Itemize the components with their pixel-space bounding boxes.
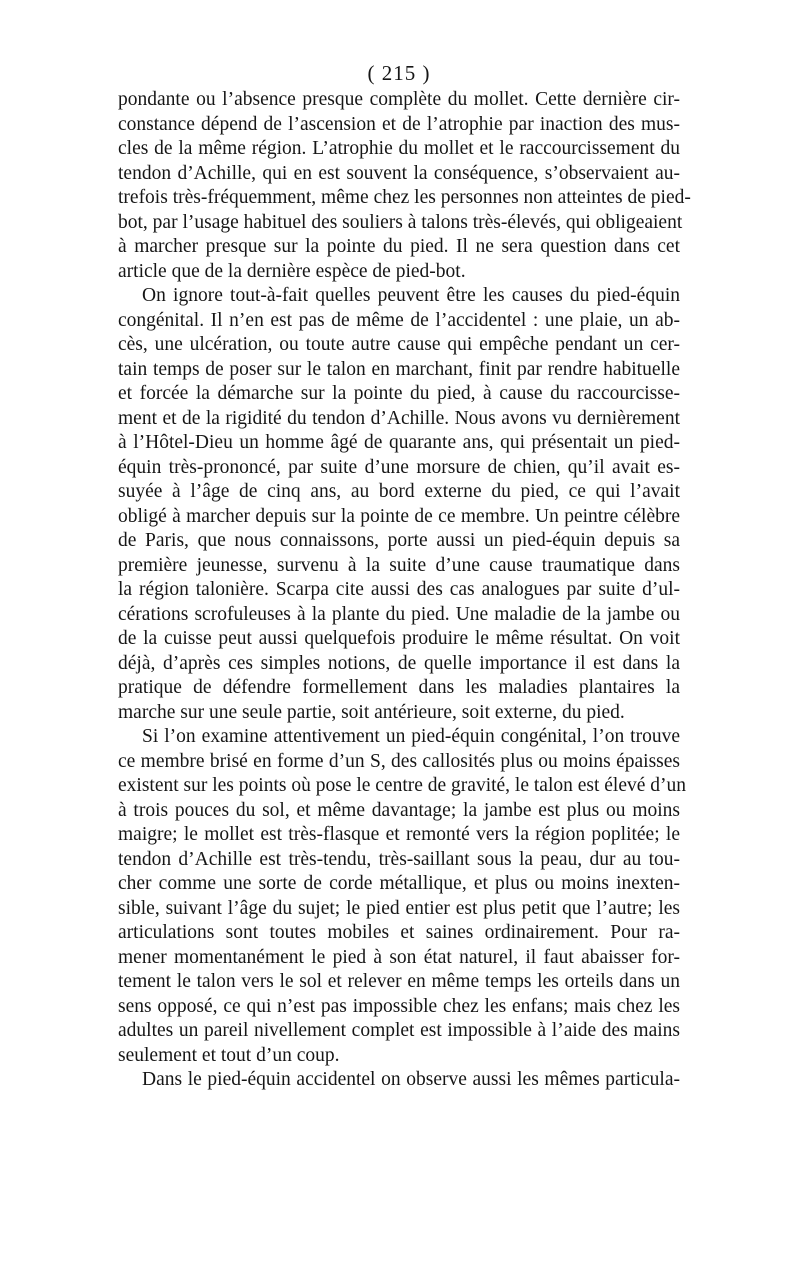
book-page [118,58,691,1093]
text-line: On ignore tout-à-fait quelles peuvent être les causes du pied-équin [142,285,680,306]
text-line: équin très-prononcé, par suite d’une morsure de chien, qu’il avait es- [118,456,680,478]
text-line: mener momentanément le pied à son état naturel, il faut abaisser for- [118,946,680,968]
text-line: à marcher presque sur la pointe du pied. Il ne sera question dans cet [118,236,680,257]
text-line: tain temps de poser sur le talon en marchant, finit par rendre habituelle [118,358,680,380]
text-line: article que de la dernière espèce de pied-bot. [118,260,466,282]
text-line: Si l’on examine attentivement un pied-équin congénital, l’on trouve [142,726,680,747]
paragraph [118,1068,680,1093]
paragraph [118,725,687,1068]
text-line: cérations scrofuleuses à la plante du pied. Une maladie de la jambe ou [118,603,680,625]
text-line: cles de la même région. L’atrophie du mollet et le raccourcissement du [118,138,680,159]
text-line: tendon d’Achille est très-tendu, très-saillant sous la peau, dur au tou- [118,848,680,870]
page-body-text [118,88,691,1093]
text-line: de Paris, que nous connaissons, porte aussi un pied-équin depuis sa [118,530,680,551]
text-line: sible, suivant l’âge du sujet; le pied entier est plus petit que l’autre; les [118,897,680,919]
text-line: congénital. Il n’en est pas de même de l’accidentel : une plaie, un ab- [118,309,680,331]
text-line: constance dépend de l’ascension et de l’atrophie par inaction des mus- [118,113,680,135]
text-line: adultes un pareil nivellement complet est impossible à l’aide des mains [118,1020,680,1041]
text-line: et forcée la démarche sur la pointe du pied, à cause du raccourcisse- [118,383,680,404]
text-line: sens opposé, ce qui n’est pas impossible chez les enfans; mais chez les [118,995,680,1017]
text-line: pondante ou l’absence presque complète du mollet. Cette dernière cir- [118,89,680,110]
text-line: tendon d’Achille, qui en est souvent la conséquence, s’observaient au- [118,162,680,184]
text-line: pratique de défendre formellement dans les maladies plantaires la [118,677,680,698]
paragraph [118,284,680,725]
paragraph [118,88,691,284]
text-line: cher comme une sorte de corde métallique, et plus ou moins inexten- [118,873,680,894]
text-line: suyée à l’âge de cinq ans, au bord externe du pied, ce qui l’avait [118,481,680,502]
text-line: trefois très-fréquemment, même chez les personnes non atteintes de pied- [118,187,691,208]
text-line: ment et de la rigidité du tendon d’Achille. Nous avons vu dernièrement [118,407,680,429]
text-line: Dans le pied-équin accidentel on observe aussi les mêmes particula- [142,1069,680,1090]
text-line: cès, une ulcération, ou toute autre cause qui empêche pendant un cer- [118,334,680,355]
text-line: première jeunesse, survenu à la suite d’une cause traumatique dans [118,554,680,576]
text-line: existent sur les points où pose le centre de gravité, le talon est élevé d’un [118,775,687,796]
text-line: à trois pouces du sol, et même davantage; la jambe est plus ou moins [118,799,680,821]
text-line: tement le talon vers le sol et relever en même temps les orteils dans un [118,971,680,992]
text-line: seulement et tout d’un coup. [118,1044,340,1066]
text-line: déjà, d’après ces simples notions, de quelle importance il est dans la [118,652,680,674]
text-line: la région talonière. Scarpa cite aussi des cas analogues par suite d’ul- [118,579,680,600]
text-line: obligé à marcher depuis sur la pointe de ce membre. Un peintre célèbre [118,505,680,527]
text-line: maigre; le mollet est très-flasque et remonté vers la région poplitée; le [118,824,680,845]
text-line: articulations sont toutes mobiles et saines ordinairement. Pour ra- [118,922,680,943]
text-line: marche sur une seule partie, soit antérieure, soit externe, du pied. [118,701,625,723]
text-line: bot, par l’usage habituel des souliers à talons très-élevés, qui obligeaient [118,211,683,233]
text-line: ce membre brisé en forme d’un S, des callosités plus ou moins épaisses [118,750,680,772]
text-line: de la cuisse peut aussi quelquefois produire le même résultat. On voit [118,628,680,649]
text-line: à l’Hôtel-Dieu un homme âgé de quarante ans, qui présentait un pied- [118,432,680,453]
page-number: ( 215 ) [367,61,431,85]
